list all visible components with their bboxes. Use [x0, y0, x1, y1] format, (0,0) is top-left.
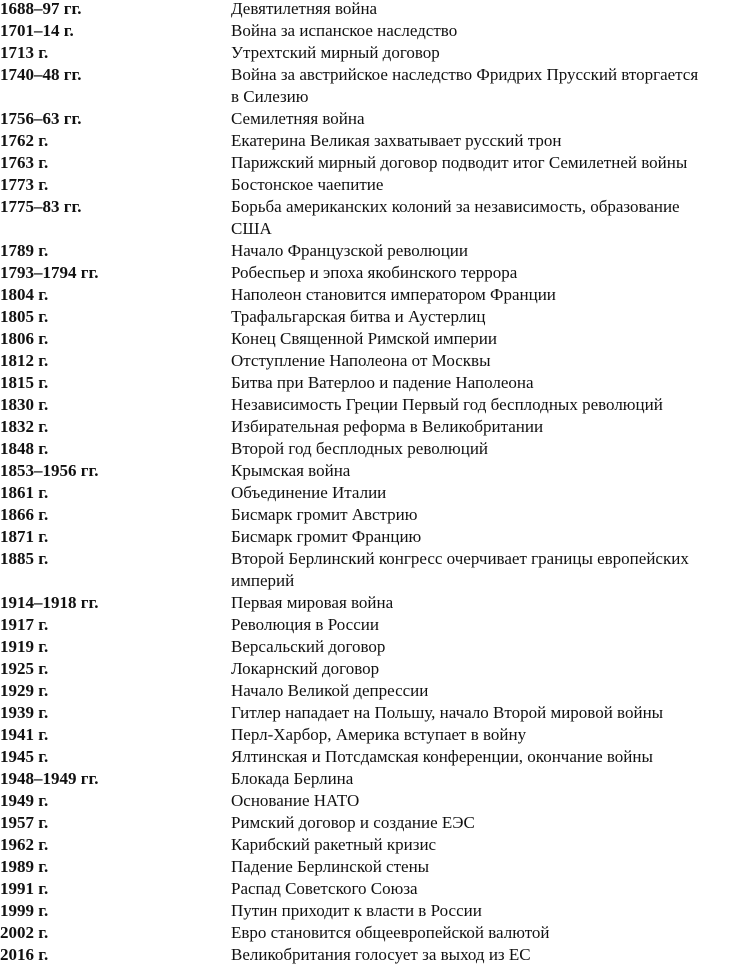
timeline-date: 1688–97 гг.	[0, 0, 82, 18]
timeline-event: Распад Советского Союза	[231, 879, 418, 898]
timeline-row	[0, 702, 734, 724]
timeline-row	[0, 240, 734, 262]
timeline-row	[0, 724, 734, 746]
timeline-date: 1929 г.	[0, 681, 49, 700]
timeline-date: 1885 г.	[0, 549, 49, 568]
timeline-date: 1949 г.	[0, 791, 49, 810]
timeline-event: Бисмарк громит Францию	[231, 527, 422, 546]
timeline-row	[0, 196, 734, 240]
timeline-date: 1957 г.	[0, 813, 49, 832]
timeline-row	[0, 262, 734, 284]
timeline-date: 1925 г.	[0, 659, 49, 678]
timeline-date: 1793–1794 гг.	[0, 263, 99, 282]
timeline-date: 1762 г.	[0, 131, 49, 150]
timeline-row	[0, 460, 734, 482]
timeline-event: Утрехтский мирный договор	[231, 43, 440, 62]
timeline-date: 1756–63 гг.	[0, 109, 82, 128]
timeline-date: 1871 г.	[0, 527, 49, 546]
timeline-date: 1861 г.	[0, 483, 49, 502]
timeline-row	[0, 856, 734, 878]
timeline-date: 1962 г.	[0, 835, 49, 854]
timeline-event: Бостонское чаепитие	[231, 175, 384, 194]
timeline-event: Карибский ракетный кризис	[231, 835, 437, 854]
timeline-row	[0, 20, 734, 42]
timeline-date: 1713 г.	[0, 43, 49, 62]
timeline-row	[0, 284, 734, 306]
timeline-event: Война за австрийское наследство Фридрих Прусский вторгается в Силезию	[231, 65, 699, 106]
timeline-date: 1740–48 гг.	[0, 65, 82, 84]
timeline-event: Ялтинская и Потсдамская конференции, окончание войны	[231, 747, 653, 766]
timeline-event: Второй год бесплодных революций	[231, 439, 489, 458]
timeline-event: Великобритания голосует за выход из ЕС	[231, 945, 531, 964]
timeline-date: 1948–1949 гг.	[0, 769, 99, 788]
timeline-row	[0, 944, 734, 966]
timeline-row	[0, 350, 734, 372]
timeline-row	[0, 438, 734, 460]
timeline-row	[0, 64, 734, 108]
timeline-date: 2016 г.	[0, 945, 49, 964]
timeline-event: Второй Берлинский конгресс очерчивает границы европейских империй	[231, 549, 689, 590]
timeline-row	[0, 680, 734, 702]
timeline-event: Революция в России	[231, 615, 379, 634]
timeline-date: 1866 г.	[0, 505, 49, 524]
timeline-event: Война за испанское наследство	[231, 21, 458, 40]
timeline-row	[0, 614, 734, 636]
timeline-event: Конец Священной Римской империи	[231, 329, 497, 348]
timeline-row	[0, 812, 734, 834]
timeline-date: 1815 г.	[0, 373, 49, 392]
timeline-date: 1763 г.	[0, 153, 49, 172]
timeline-row	[0, 108, 734, 130]
timeline-event: Версальский договор	[231, 637, 386, 656]
timeline-event: Трафальгарская битва и Аустерлиц	[231, 307, 486, 326]
timeline-event: Путин приходит к власти в России	[231, 901, 482, 920]
timeline-event: Римский договор и создание ЕЭС	[231, 813, 475, 832]
timeline-row	[0, 746, 734, 768]
timeline-row	[0, 548, 734, 592]
timeline-row	[0, 922, 734, 944]
timeline-event: Наполеон становится императором Франции	[231, 285, 556, 304]
timeline-date: 1775–83 гг.	[0, 197, 82, 216]
timeline-event: Избирательная реформа в Великобритании	[231, 417, 544, 436]
timeline-date: 1805 г.	[0, 307, 49, 326]
timeline-event: Робеспьер и эпоха якобинского террора	[231, 263, 518, 282]
timeline-event: Объединение Италии	[231, 483, 387, 502]
timeline-event: Начало Французской революции	[231, 241, 469, 260]
timeline-date: 1919 г.	[0, 637, 49, 656]
timeline-row	[0, 834, 734, 856]
timeline-event: Начало Великой депрессии	[231, 681, 429, 700]
timeline-date: 1941 г.	[0, 725, 49, 744]
timeline-date: 1830 г.	[0, 395, 49, 414]
timeline-event: Независимость Греции Первый год бесплодных революций	[231, 395, 663, 414]
timeline-event: Евро становится общеевропейской валютой	[231, 923, 550, 942]
timeline-row	[0, 42, 734, 64]
timeline-date: 1989 г.	[0, 857, 49, 876]
timeline-date: 1917 г.	[0, 615, 49, 634]
timeline-row	[0, 394, 734, 416]
timeline-row	[0, 592, 734, 614]
timeline-event: Битва при Ватерлоо и падение Наполеона	[231, 373, 534, 392]
timeline-date: 1812 г.	[0, 351, 49, 370]
timeline-date: 1939 г.	[0, 703, 49, 722]
timeline-event: Основание НАТО	[231, 791, 360, 810]
timeline-event: Девятилетняя война	[231, 0, 378, 18]
timeline-date: 1773 г.	[0, 175, 49, 194]
timeline-date: 1804 г.	[0, 285, 49, 304]
timeline-row	[0, 306, 734, 328]
timeline-row	[0, 790, 734, 812]
timeline-row	[0, 504, 734, 526]
timeline-row	[0, 130, 734, 152]
timeline-row	[0, 878, 734, 900]
timeline-row	[0, 658, 734, 680]
timeline-row	[0, 526, 734, 548]
timeline-row	[0, 482, 734, 504]
timeline-date: 1848 г.	[0, 439, 49, 458]
timeline-date: 1853–1956 гг.	[0, 461, 99, 480]
timeline-row	[0, 416, 734, 438]
timeline-row	[0, 174, 734, 196]
timeline-event: Парижский мирный договор подводит итог Семилетней войны	[231, 153, 688, 172]
timeline-date: 1999 г.	[0, 901, 49, 920]
timeline-row	[0, 328, 734, 350]
timeline-event: Крымская война	[231, 461, 351, 480]
timeline-date: 1914–1918 гг.	[0, 593, 99, 612]
timeline-event: Гитлер нападает на Польшу, начало Второй мировой войны	[231, 703, 664, 722]
timeline-event: Семилетняя война	[231, 109, 365, 128]
timeline-row	[0, 768, 734, 790]
timeline-row	[0, 0, 734, 20]
timeline-event: Екатерина Великая захватывает русский трон	[231, 131, 562, 150]
timeline-date: 2002 г.	[0, 923, 49, 942]
timeline-date: 1701–14 г.	[0, 21, 74, 40]
timeline-date: 1806 г.	[0, 329, 49, 348]
timeline-date: 1789 г.	[0, 241, 49, 260]
timeline-row	[0, 900, 734, 922]
timeline-event: Отступление Наполеона от Москвы	[231, 351, 491, 370]
timeline-event: Бисмарк громит Австрию	[231, 505, 418, 524]
timeline-event: Блокада Берлина	[231, 769, 354, 788]
timeline-event: Падение Берлинской стены	[231, 857, 430, 876]
timeline-event: Первая мировая война	[231, 593, 394, 612]
timeline-date: 1945 г.	[0, 747, 49, 766]
timeline-row	[0, 372, 734, 394]
timeline-event: Борьба американских колоний за независимость, образование США	[231, 197, 680, 238]
timeline-row	[0, 636, 734, 658]
timeline-date: 1991 г.	[0, 879, 49, 898]
timeline-date: 1832 г.	[0, 417, 49, 436]
timeline-event: Перл-Харбор, Америка вступает в войну	[231, 725, 527, 744]
timeline-row	[0, 152, 734, 174]
timeline-event: Локарнский договор	[231, 659, 380, 678]
